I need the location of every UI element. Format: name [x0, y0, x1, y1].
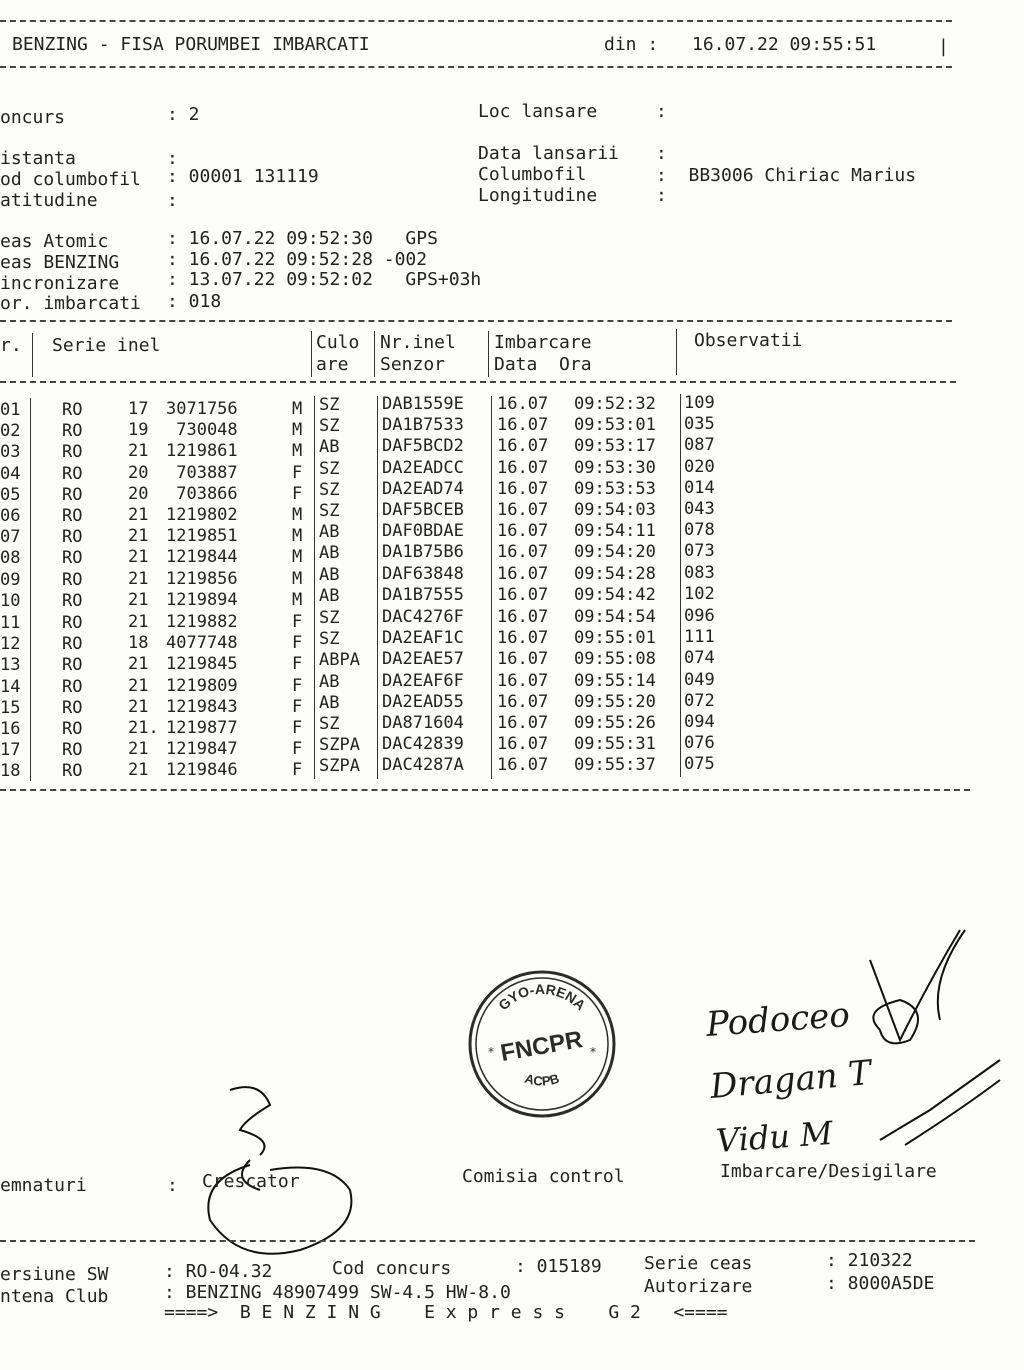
row-sensor: DA1B7533	[382, 415, 464, 436]
row-country: RO	[62, 697, 83, 718]
data-lansarii-value: :	[656, 143, 667, 164]
row-year: 21	[128, 568, 149, 589]
row-color: AB	[319, 585, 340, 606]
row-color: SZ	[319, 608, 340, 628]
row-observations: 014	[684, 477, 715, 498]
stamp-bottom-text: ACPB	[523, 1070, 561, 1089]
row-time: 09:55:08	[574, 649, 656, 670]
row-country: RO	[62, 421, 83, 442]
row-time: 09:54:20	[574, 542, 656, 563]
row-observations: 094	[684, 712, 715, 732]
row-ring-number: 1219843	[166, 696, 238, 717]
row-observations: 043	[684, 499, 715, 519]
row-sensor: DA2EAF1C	[382, 628, 464, 649]
row-sex: F	[292, 483, 303, 504]
versiune-sw-label: ersiune SW	[0, 1264, 109, 1285]
row-sex: F	[292, 760, 303, 781]
row-ring-number: 1219846	[166, 760, 238, 781]
body-sep-5	[680, 394, 681, 777]
header-dashed-rule	[0, 66, 952, 68]
nr-imbarcati-value: : 018	[167, 291, 222, 312]
col-sep-1	[32, 333, 33, 377]
row-time: 09:53:17	[574, 436, 656, 457]
table-row	[0, 562, 760, 590]
row-year: 21	[128, 654, 149, 675]
row-color: SZ	[319, 395, 340, 415]
row-date: 16.07	[497, 713, 549, 733]
row-sex: F	[292, 739, 303, 760]
row-time: 09:53:53	[574, 478, 656, 499]
row-ring-number: 1219809	[166, 675, 238, 696]
row-ring-number: 1219802	[166, 505, 238, 525]
row-year: 20	[128, 483, 149, 504]
row-sex: M	[292, 589, 303, 610]
columbofil-value: : BB3006 Chiriac Marius	[656, 165, 917, 186]
autorizare-value: : 8000A5DE	[826, 1273, 935, 1294]
row-nr: 09	[0, 569, 21, 590]
row-ring-number: 1219894	[166, 589, 238, 610]
row-year: 21	[128, 739, 149, 760]
row-sensor: DAC4276F	[382, 607, 464, 627]
data-lansarii-label: Data lansarii	[478, 143, 619, 164]
row-sensor: DA2EAF6F	[382, 670, 464, 691]
row-year: 21.	[128, 718, 159, 738]
row-year: 21	[128, 526, 149, 547]
row-time: 09:54:42	[574, 584, 656, 605]
col-sep-4	[488, 331, 489, 377]
row-date: 16.07	[497, 457, 549, 478]
row-sensor: DA2EADCC	[382, 457, 464, 478]
row-country: RO	[62, 506, 83, 526]
row-sensor: DA2EAD74	[382, 478, 464, 499]
header-bar: |	[938, 36, 949, 57]
row-time: 09:53:30	[574, 457, 656, 478]
row-sensor: DAF63848	[382, 563, 464, 584]
versiune-sw-value: : RO-04.32	[164, 1261, 273, 1282]
row-nr: 18	[0, 761, 21, 782]
imbarcare-desigilare-label: Imbarcare/Desigilare	[720, 1161, 937, 1182]
nr-imbarcati-label: or. imbarcati	[0, 293, 141, 314]
row-ring-number: 703887	[166, 462, 238, 483]
row-sex: F	[292, 654, 303, 675]
table-bottom-rule	[0, 789, 970, 791]
row-sensor: DA2EAD55	[382, 691, 464, 712]
row-country: RO	[62, 740, 83, 761]
row-observations: 072	[684, 690, 715, 711]
row-ring-number: 1219844	[166, 547, 238, 568]
row-country: RO	[62, 484, 83, 505]
row-sex: F	[292, 696, 303, 717]
header-culoare-2: are	[316, 354, 349, 375]
row-sensor: DAF5BCD2	[382, 436, 464, 457]
row-year: 20	[128, 462, 149, 483]
row-year: 17	[128, 399, 149, 419]
concurs-label: oncurs	[0, 107, 66, 128]
row-nr: 01	[0, 400, 21, 420]
row-year: 21	[128, 441, 149, 462]
row-color: AB	[319, 564, 340, 585]
row-sensor: DAF0BDAE	[382, 521, 464, 542]
row-sex: F	[292, 675, 303, 696]
row-nr: 04	[0, 463, 21, 484]
row-nr: 06	[0, 506, 21, 526]
loc-lansare-value: :	[656, 101, 667, 122]
row-sex: M	[292, 420, 303, 441]
row-year: 19	[128, 420, 149, 441]
row-country: RO	[62, 761, 83, 782]
row-color: SZ	[319, 629, 340, 650]
loc-lansare-label: Loc lansare	[478, 101, 598, 122]
row-time: 09:55:26	[574, 713, 656, 733]
table-row	[0, 477, 760, 505]
cod-columbofil-label: od columbofil	[0, 169, 141, 190]
row-year: 21	[128, 547, 149, 568]
concurs-value: : 2	[167, 104, 200, 125]
latitudine-label: atitudine	[0, 190, 98, 211]
svg-text:*: *	[488, 1045, 494, 1059]
row-time: 09:52:32	[574, 394, 656, 414]
row-ring-number: 1219851	[166, 526, 238, 547]
row-country: RO	[62, 442, 83, 463]
row-date: 16.07	[497, 755, 549, 776]
table-row	[0, 712, 760, 739]
row-year: 21	[128, 589, 149, 610]
sincronizare-label: incronizare	[0, 273, 120, 294]
row-time: 09:55:01	[574, 628, 656, 649]
row-date: 16.07	[497, 521, 549, 542]
row-time: 09:55:37	[574, 755, 656, 776]
row-country: RO	[62, 655, 83, 676]
row-date: 16.07	[497, 415, 549, 436]
row-color: ABPA	[319, 650, 360, 671]
row-observations: 102	[684, 583, 715, 604]
header-culoare-1: Culo	[316, 332, 360, 353]
row-sensor: DAC42839	[382, 734, 464, 755]
handwritten-name-2: Dragan T	[708, 1053, 873, 1107]
row-sensor: DAB1559E	[382, 394, 464, 414]
row-nr: 10	[0, 590, 21, 611]
row-country: RO	[62, 463, 83, 484]
row-date: 16.07	[497, 500, 549, 520]
row-nr: 11	[0, 613, 21, 633]
semnaturi-colon: :	[167, 1175, 178, 1196]
table-row	[0, 669, 760, 697]
row-country: RO	[62, 634, 83, 655]
col-sep-5	[676, 329, 677, 375]
row-sex: M	[292, 505, 303, 525]
row-ring-number: 1219877	[166, 718, 238, 738]
header-imbarcare-2: Data Ora	[494, 354, 592, 375]
row-sensor: DA871604	[382, 713, 464, 733]
row-nr: 05	[0, 484, 21, 505]
col-sep-3	[374, 331, 375, 377]
cod-concurs-value: : 015189	[515, 1256, 602, 1277]
body-sep-3	[377, 396, 378, 779]
col-sep-2	[311, 331, 312, 377]
cod-concurs-label: Cod concurs	[332, 1258, 452, 1279]
row-country: RO	[62, 527, 83, 548]
header-imbarcare-1: Imbarcare	[494, 332, 592, 353]
row-observations: 074	[684, 648, 715, 669]
antena-club-value: : BENZING 48907499 SW-4.5 HW-8.0	[164, 1282, 511, 1303]
footer-top-rule	[0, 1240, 975, 1242]
row-observations: 020	[684, 456, 715, 477]
row-sex: M	[292, 568, 303, 589]
row-ring-number: 730048	[166, 420, 238, 441]
row-sex: M	[292, 526, 303, 547]
row-date: 16.07	[497, 691, 549, 712]
row-sex: F	[292, 718, 303, 738]
row-nr: 13	[0, 655, 21, 676]
row-date: 16.07	[497, 607, 549, 627]
row-date: 16.07	[497, 628, 549, 649]
table-row	[0, 520, 760, 548]
header-senzor-1: Nr.inel	[380, 332, 456, 353]
row-year: 21	[128, 696, 149, 717]
row-color: SZPA	[319, 756, 360, 777]
longitudine-label: Longitudine	[478, 185, 598, 206]
ceas-benzing-value: : 16.07.22 09:52:28 -002	[167, 249, 428, 270]
top-dashed-rule	[0, 20, 952, 22]
body-sep-2	[314, 396, 315, 779]
row-nr: 17	[0, 740, 21, 761]
row-country: RO	[62, 400, 83, 420]
row-time: 09:54:54	[574, 607, 656, 627]
row-country: RO	[62, 569, 83, 590]
body-sep-4	[491, 396, 492, 779]
cod-columbofil-value: : 00001 131119	[167, 166, 319, 187]
row-ring-number: 3071756	[166, 399, 238, 419]
ceas-benzing-label: eas BENZING	[0, 252, 120, 273]
table-row	[0, 499, 760, 526]
table-row	[0, 393, 760, 420]
distanta-label: istanta	[0, 148, 76, 169]
row-ring-number: 4077748	[166, 633, 238, 654]
row-observations: 075	[684, 754, 715, 775]
row-observations: 049	[684, 669, 715, 690]
table-row	[0, 414, 760, 442]
table-row	[0, 754, 760, 782]
row-time: 09:55:14	[574, 670, 656, 691]
header-serie-inel: Serie inel	[52, 335, 161, 356]
row-color: AB	[319, 543, 340, 564]
header-senzor-2: Senzor	[380, 354, 446, 375]
handwritten-name-3: Vidu M	[714, 1113, 834, 1161]
row-time: 09:54:03	[574, 500, 656, 520]
table-row	[0, 648, 760, 676]
columbofil-label: Columbofil	[478, 164, 587, 185]
row-color: SZ	[319, 458, 340, 479]
benzing-express-banner: ====> B E N Z I N G E x p r e s s G 2 <====	[164, 1302, 728, 1323]
table-row	[0, 435, 760, 463]
row-nr: 15	[0, 697, 21, 718]
row-ring-number: 1219856	[166, 568, 238, 589]
row-time: 09:55:31	[574, 734, 656, 755]
row-date: 16.07	[497, 394, 549, 414]
table-row	[0, 690, 760, 718]
header-nr: r.	[0, 335, 22, 356]
row-sensor: DA1B75B6	[382, 542, 464, 563]
table-row	[0, 606, 760, 633]
row-nr: 16	[0, 719, 21, 739]
document-title: BENZING - FISA PORUMBEI IMBARCATI	[12, 34, 370, 55]
longitudine-value: :	[656, 185, 667, 206]
latitudine-value: :	[167, 190, 178, 211]
row-time: 09:55:20	[574, 691, 656, 712]
row-ring-number: 1219845	[166, 654, 238, 675]
row-color: AB	[319, 522, 340, 543]
autorizare-label: Autorizare	[644, 1276, 753, 1297]
row-nr: 03	[0, 442, 21, 463]
row-country: RO	[62, 613, 83, 633]
sincronizare-value: : 13.07.22 09:52:02 GPS+03h	[167, 269, 482, 290]
distanta-value: :	[167, 148, 178, 169]
row-year: 21	[128, 760, 149, 781]
row-ring-number: 703866	[166, 483, 238, 504]
row-sex: F	[292, 462, 303, 483]
antena-club-label: ntena Club	[0, 1286, 109, 1307]
row-nr: 08	[0, 548, 21, 569]
row-country: RO	[62, 590, 83, 611]
row-observations: 076	[684, 733, 715, 754]
print-datetime: 16.07.22 09:55:51	[692, 34, 877, 55]
row-date: 16.07	[497, 584, 549, 605]
row-sex: F	[292, 633, 303, 654]
row-date: 16.07	[497, 563, 549, 584]
table-row	[0, 541, 760, 569]
row-nr: 14	[0, 676, 21, 697]
row-nr: 07	[0, 527, 21, 548]
row-date: 16.07	[497, 670, 549, 691]
row-country: RO	[62, 719, 83, 739]
row-color: SZ	[319, 479, 340, 500]
row-color: AB	[319, 692, 340, 713]
row-observations: 109	[684, 393, 715, 413]
row-year: 21	[128, 505, 149, 525]
row-date: 16.07	[497, 649, 549, 670]
row-year: 21	[128, 675, 149, 696]
row-country: RO	[62, 548, 83, 569]
comisia-control-label: Comisia control	[462, 1166, 625, 1187]
row-observations: 078	[684, 520, 715, 541]
row-date: 16.07	[497, 478, 549, 499]
row-observations: 073	[684, 541, 715, 562]
row-sex: M	[292, 547, 303, 568]
row-observations: 087	[684, 435, 715, 456]
semnaturi-label: emnaturi	[0, 1175, 87, 1196]
table-header-rule	[0, 381, 956, 383]
row-sex: M	[292, 399, 303, 419]
row-sex: M	[292, 441, 303, 462]
date-label: din :	[604, 34, 659, 55]
stamp-center-text: FNCPR	[498, 1026, 585, 1068]
row-color: SZ	[319, 416, 340, 437]
row-date: 16.07	[497, 436, 549, 457]
row-year: 18	[128, 633, 149, 654]
row-sensor: DA2EAE57	[382, 649, 464, 670]
row-year: 21	[128, 612, 149, 632]
ceas-atomic-label: eas Atomic	[0, 231, 109, 252]
row-observations: 111	[684, 627, 715, 648]
table-row	[0, 583, 760, 611]
row-observations: 035	[684, 414, 715, 435]
row-sensor: DA1B7555	[382, 584, 464, 605]
svg-text:*: *	[590, 1045, 596, 1059]
row-time: 09:54:28	[574, 563, 656, 584]
serie-ceas-label: Serie ceas	[644, 1253, 753, 1274]
row-color: SZ	[319, 714, 340, 734]
row-ring-number: 1219847	[166, 739, 238, 760]
row-date: 16.07	[497, 734, 549, 755]
row-sensor: DAC4287A	[382, 755, 464, 776]
row-country: RO	[62, 676, 83, 697]
row-time: 09:53:01	[574, 415, 656, 436]
header-observatii: Observatii	[694, 330, 803, 351]
row-color: SZ	[319, 501, 340, 521]
row-observations: 096	[684, 606, 715, 626]
handwritten-name-1: Podoceo	[704, 995, 852, 1045]
row-nr: 02	[0, 421, 21, 442]
row-ring-number: 1219882	[166, 612, 238, 632]
ceas-atomic-value: : 16.07.22 09:52:30 GPS	[167, 228, 438, 249]
row-nr: 12	[0, 634, 21, 655]
stamp-top-text: GYO-ARENA	[495, 980, 589, 1014]
serie-ceas-value: : 210322	[826, 1250, 913, 1271]
table-row	[0, 733, 760, 761]
row-observations: 083	[684, 562, 715, 583]
row-ring-number: 1219861	[166, 441, 238, 462]
table-row	[0, 627, 760, 655]
row-sensor: DAF5BCEB	[382, 500, 464, 520]
row-sex: F	[292, 612, 303, 632]
crescator-label: Crescator	[202, 1171, 300, 1192]
row-date: 16.07	[497, 542, 549, 563]
body-sep-1	[30, 398, 31, 781]
table-row	[0, 456, 760, 484]
table-top-rule	[0, 320, 952, 322]
row-time: 09:54:11	[574, 521, 656, 542]
row-color: AB	[319, 437, 340, 458]
row-color: AB	[319, 671, 340, 692]
row-color: SZPA	[319, 735, 360, 756]
